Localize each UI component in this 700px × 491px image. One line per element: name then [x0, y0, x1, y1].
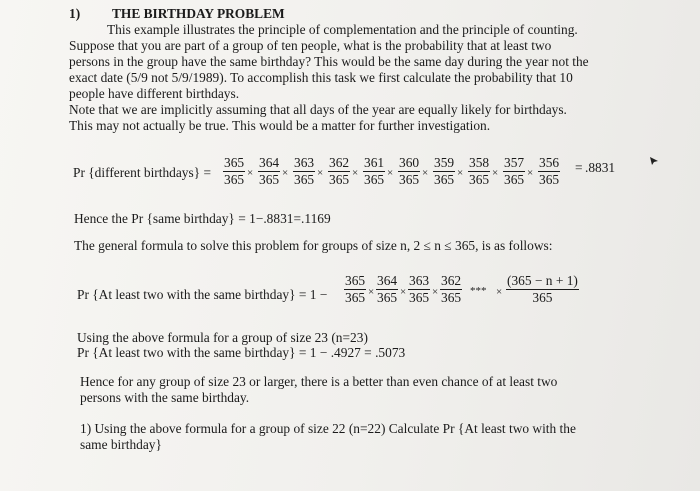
exercise-line: same birthday}	[80, 437, 162, 452]
fraction-numerator: 363	[409, 273, 430, 288]
problem-number: 1)	[69, 6, 81, 21]
equation1-result: .8831	[585, 160, 616, 175]
intro-line: persons in the group have the same birthday? This would be the same day during the year not the	[69, 54, 589, 69]
fraction-numerator: 357	[504, 155, 525, 170]
times-operator: ×	[352, 167, 359, 179]
equation1-fraction	[503, 156, 525, 187]
equation1-fraction	[398, 156, 420, 187]
equation1-fraction	[363, 156, 385, 187]
fraction-denominator: 365	[377, 290, 398, 305]
fraction-denominator: 365	[441, 290, 462, 305]
equation1-fraction	[223, 156, 245, 187]
fraction-numerator: 362	[329, 155, 350, 170]
fraction-numerator: 356	[539, 155, 560, 170]
times-operator: ×	[400, 286, 407, 298]
equation2-label: Pr {At least two with the same birthday} = 1 −	[77, 287, 328, 302]
equation1-fraction	[328, 156, 350, 187]
fraction-numerator: 361	[364, 155, 385, 170]
fraction-numerator: 360	[399, 155, 420, 170]
intro-line: This may not actually be true. This would be a matter for further investigation.	[69, 118, 491, 133]
intro-line: Note that we are implicitly assuming that all days of the year are equally likely for birthdays.	[69, 102, 567, 117]
equation1-fraction	[293, 156, 315, 187]
same-birthday-line: Hence the Pr {same birthday} = 1−.8831=.1169	[74, 211, 331, 226]
equation2-fraction	[408, 274, 430, 305]
intro-line: Suppose that you are part of a group of ten people, what is the probability that at least two	[69, 38, 552, 53]
times-operator: ×	[457, 167, 464, 179]
fraction-last-denominator: 365	[532, 290, 553, 305]
intro-line: exact date (5/9 not 5/9/1989). To accomplish this task we first calculate the probability that 10	[69, 70, 573, 85]
times-operator: ×	[422, 167, 429, 179]
fraction-numerator: 362	[441, 273, 462, 288]
fraction-numerator: 365	[224, 155, 245, 170]
fraction-denominator: 365	[364, 172, 385, 187]
mouse-cursor-icon	[649, 156, 659, 166]
equation2-stars: ***	[470, 285, 487, 297]
fraction-denominator: 365	[259, 172, 280, 187]
fraction-denominator: 365	[504, 172, 525, 187]
fraction-denominator: 365	[294, 172, 315, 187]
fraction-denominator: 365	[399, 172, 420, 187]
fraction-numerator: 364	[377, 273, 398, 288]
page-title: THE BIRTHDAY PROBLEM	[112, 6, 285, 21]
times-operator: ×	[496, 286, 503, 298]
equation1-fraction	[258, 156, 280, 187]
times-operator: ×	[432, 286, 439, 298]
fraction-denominator: 365	[409, 290, 430, 305]
equation2-fraction	[440, 274, 462, 305]
intro-line: This example illustrates the principle of complementation and the principle of counting.	[107, 22, 578, 37]
conclusion-line: persons with the same birthday.	[80, 390, 250, 405]
times-operator: ×	[527, 167, 534, 179]
fraction-last-numerator: (365 − n + 1)	[507, 273, 578, 288]
fraction-denominator: 365	[345, 290, 366, 305]
times-operator: ×	[492, 167, 499, 179]
equation2-fraction	[376, 274, 398, 305]
equation1-label: Pr {different birthdays} =	[73, 165, 212, 180]
example-line: Using the above formula for a group of size 23 (n=23)	[77, 330, 368, 345]
times-operator: ×	[317, 167, 324, 179]
equation1-fraction	[468, 156, 490, 187]
equation1-fraction	[433, 156, 455, 187]
fraction-numerator: 359	[434, 155, 455, 170]
fraction-numerator: 358	[469, 155, 490, 170]
conclusion-line: Hence for any group of size 23 or larger, there is a better than even chance of at least two	[80, 374, 558, 389]
fraction-last	[506, 274, 579, 305]
fraction-denominator: 365	[224, 172, 245, 187]
fraction-denominator: 365	[434, 172, 455, 187]
fraction-denominator: 365	[469, 172, 490, 187]
general-formula-line: The general formula to solve this problem for groups of size n, 2 ≤ n ≤ 365, is as follows:	[74, 238, 553, 253]
example-line: Pr {At least two with the same birthday} = 1 − .4927 = .5073	[77, 345, 406, 360]
intro-line: people have different birthdays.	[69, 86, 240, 101]
times-operator: ×	[368, 286, 375, 298]
times-operator: ×	[247, 167, 254, 179]
equation1-fraction	[538, 156, 560, 187]
times-operator: ×	[387, 167, 394, 179]
equation2-fraction	[344, 274, 366, 305]
fraction-denominator: 365	[539, 172, 560, 187]
fraction-denominator: 365	[329, 172, 350, 187]
fraction-numerator: 365	[345, 273, 366, 288]
exercise-line: 1) Using the above formula for a group of size 22 (n=22) Calculate Pr {At least two with the	[80, 421, 576, 436]
equation1-equals: =	[575, 160, 583, 175]
times-operator: ×	[282, 167, 289, 179]
fraction-numerator: 364	[259, 155, 280, 170]
fraction-numerator: 363	[294, 155, 315, 170]
